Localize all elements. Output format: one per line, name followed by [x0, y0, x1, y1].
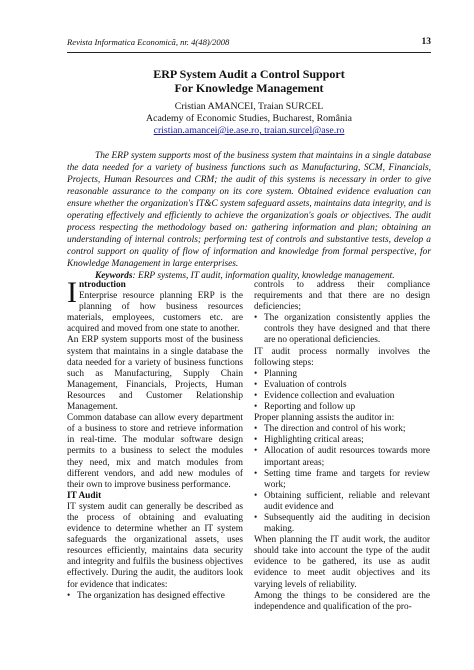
section-heading-it-audit: IT Audit [67, 490, 102, 501]
planning-item: • Subsequently aid the auditing in decision making. [254, 513, 430, 535]
drop-cap: I [67, 276, 77, 309]
author-affiliation: Academy of Economic Studies, Bucharest, România [146, 113, 352, 124]
author-emails [67, 125, 431, 137]
title-line-1: ERP System Audit a Control Support [153, 67, 345, 81]
evidence-bullet-2: • The organization consistently applies the controls they have designed and that there are no operational deficiencies. [254, 313, 430, 346]
abstract-text: The ERP system supports most of the business system that maintains in a single database the data needed for a variety of business functions such as Manufacturing, SCM, Financials, Projects, Human Resources and CRM; the audit of this systems is necessary in order to give reasonable assurance to the company on its core system. Obtained evidence evaluation can ensure whether the organization's IT&C system safeguard assets, maintains data integrity, and is operating effectively and efficiently to achieve the organization's goals or objectives. The audit process respecting the methodology based on: gathering information and plan; obtaining an understanding of internal controls; performing test of controls and substantive tests, develop a control support on quality of flow of information and knowledge from formal perspective, for Knowledge Management in large enterprises. [67, 151, 431, 269]
step-item: • Planning [254, 369, 430, 380]
intro-text-1: Enterprise resource planning ERP is the planning of how business resources materials, employees, customers etc. are acquired and moved from one state to another. [67, 291, 243, 335]
step-item: • Evaluation of controls [254, 380, 430, 391]
right-column [254, 280, 430, 613]
planning-item: • Obtaining sufficient, reliable and relevant audit evidence and [254, 491, 430, 513]
it-audit-paragraph: IT system audit can generally be described as the process of obtaining and evaluating evidence to determine whether an IT system safeguards the organizational assets, uses resources efficiently, maintains data security and integrity and fulfils the business objectives effectively. During the audit, the auditors look for evidence that indicates: [67, 501, 243, 590]
email-link-2[interactable]: traian.surcel@ase.ro [264, 125, 345, 136]
intro-paragraph-2: An ERP system supports most of the business system that maintains in a single database the data needed for a variety of business functions such as Manufacturing, Supply Chain Management, Financials, Projects, Human Resources and Customer Relationship Management. [67, 335, 243, 413]
title-line-2: For Knowledge Management [174, 81, 324, 95]
intro-paragraph-3: Common database can allow every department of a business to store and retrieve information in real-time. The modular software design permits to a business to select the modules they need, mix and match modules from different vendors, and add new modules of their own to improve business performance. [67, 413, 243, 490]
email-link-1[interactable]: cristian.amancei@ie.ase.ro [153, 125, 260, 136]
keywords-text: : ERP systems, IT audit, information quality, knowledge management. [132, 271, 395, 281]
abstract [67, 150, 431, 282]
closing-paragraph-1: When planning the IT audit work, the auditor should take into account the type of the audit evidence to be gathered, its use as audit evidence to meet audit objectives and its varying levels of reliability. [254, 535, 430, 590]
author-block [67, 101, 431, 137]
keywords-label: Keywords [95, 271, 133, 281]
journal-name: Revista Informatica Economică, nr. 4(48)/2008 [67, 37, 230, 47]
section-heading-introduction: ntroduction [79, 280, 126, 290]
step-item: • Reporting and follow up [254, 402, 430, 413]
page-number: 13 [421, 37, 431, 47]
evidence-bullet-1: • The organization has designed effective [67, 591, 243, 602]
planning-item: • Allocation of audit resources towards more important areas; [254, 446, 430, 468]
planning-intro: Proper planning assists the auditor in: [254, 413, 395, 424]
planning-item: • Setting time frame and targets for review work; [254, 469, 430, 491]
step-item: • Evidence collection and evaluation [254, 391, 430, 402]
header-divider [67, 52, 431, 53]
planning-item: • The direction and control of his work; [254, 424, 430, 435]
closing-paragraph-2: Among the things to be considered are the independence and qualification of the pro- [254, 590, 430, 612]
planning-item: • Highlighting critical areas; [254, 435, 430, 446]
process-intro: IT audit process normally involves the following steps: [254, 346, 430, 368]
author-names: Cristian AMANCEI, Traian SURCEL [174, 101, 324, 112]
paper-title [67, 67, 431, 95]
email-separator: , [259, 125, 265, 136]
continued-paragraph: controls to address their compliance requirements and that there are no design deficiencies; [254, 280, 430, 313]
running-header [67, 37, 431, 53]
